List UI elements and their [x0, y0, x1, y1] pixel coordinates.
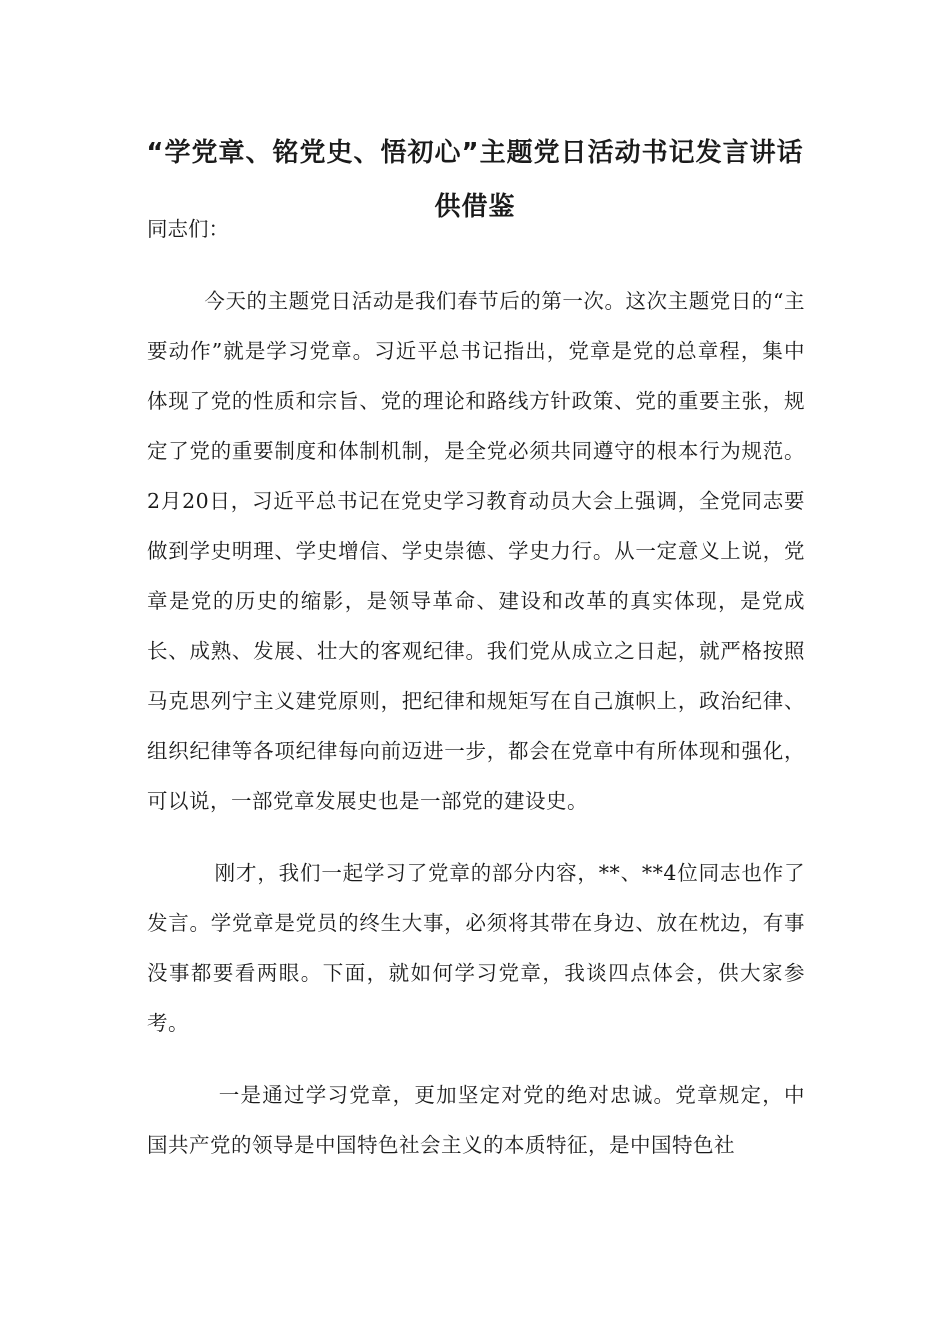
- title-line-2: 供借鉴: [434, 192, 516, 222]
- paragraph-2: 刚才，我们一起学习了党章的部分内容，**、**4位同志也作了发言。学党章是党员的终生大事，必须将其带在身边、放在枕边，有事没事都要看两眼。下面，就如何学习党章，我谈四点体会，供大家参考。: [147, 861, 805, 1035]
- title-line-1: “学党章、铭党史、悟初心”主题党日活动书记发言讲话: [146, 138, 804, 168]
- paragraph-3: 一是通过学习党章，更加坚定对党的绝对忠诚。党章规定，中国共产党的领导是中国特色社会主义的本质特征，是中国特色社: [147, 1083, 805, 1157]
- paragraph-1: 今天的主题党日活动是我们春节后的第一次。这次主题党日的“主要动作”就是学习党章。习近平总书记指出，党章是党的总章程，集中体现了党的性质和宗旨、党的理论和路线方针政策、党的重要主张，规定了党的重要制度和体制机制，是全党必须共同遵守的根本行为规范。2月20日，习近平总书记在党史学习教育动员大会上强调，全党同志要做到学史明理、学史增信、学史崇德、学史力行。从一定意义上说，党章是党的历史的缩影，是领导革命、建设和改革的真实体现，是党成长、成熟、发展、壮大的客观纪律。我们党从成立之日起，就严格按照马克思列宁主义建党原则，把纪律和规矩写在自己旗帜上，政治纪律、组织纪律等各项纪律每向前迈进一步，都会在党章中有所体现和强化，可以说，一部党章发展史也是一部党的建设史。: [147, 289, 805, 813]
- spacer: [147, 826, 805, 848]
- document-body: [147, 204, 805, 1170]
- spacer: [147, 254, 805, 276]
- greeting: 同志们：: [147, 217, 229, 241]
- spacer: [147, 1048, 805, 1070]
